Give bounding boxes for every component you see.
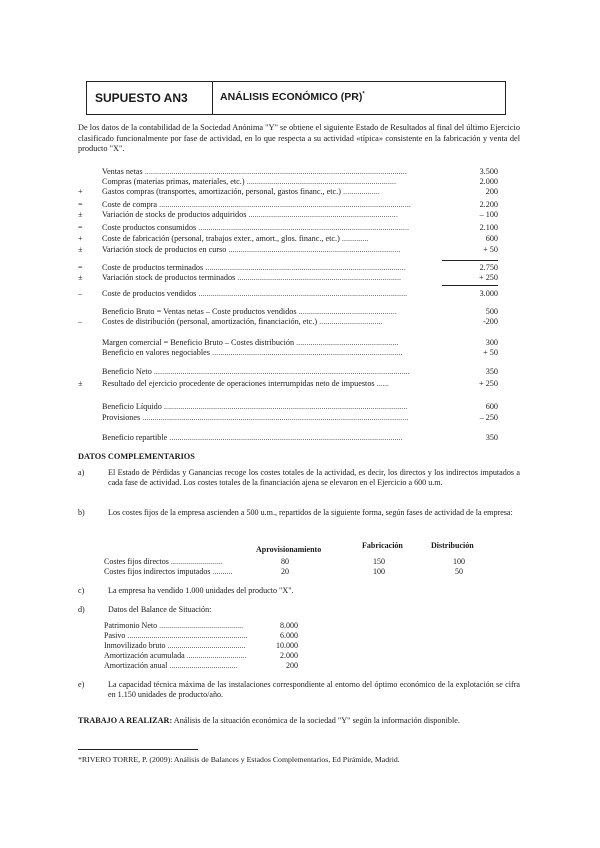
income-row (78, 348, 498, 358)
header-distribucion: Distribución (431, 541, 474, 550)
balance-value: 10.000 (276, 641, 298, 650)
row-operator: = (78, 200, 83, 209)
item-c: c) La empresa ha vendido 1.000 unidades del producto "X". (78, 586, 294, 595)
row-operator: = (78, 223, 83, 232)
row-operator: ± (78, 379, 83, 388)
income-row (78, 338, 498, 348)
row-operator: – (78, 289, 83, 298)
item-b: b) Los costes fijos de la empresa ascienden a 500 u.m., repartidos de la siguiente forma, según fases de actividad de la empresa: (78, 508, 513, 517)
row-label: Gastos compras (transportes, amortización, personal, gastos financ., etc.) .................. (102, 187, 380, 196)
row-label: Beneficio en valores negociables ............................................................................................. (102, 348, 403, 357)
rule-after-en-curso (442, 260, 498, 261)
row-value: 500 (485, 307, 498, 316)
row-operator: = (78, 263, 83, 272)
row-value: 350 (485, 433, 498, 442)
income-row (78, 234, 498, 244)
row-value: 2.750 (479, 263, 498, 272)
income-row (78, 379, 498, 389)
income-row (78, 413, 498, 423)
header-box (86, 81, 506, 115)
row-label: Coste productos consumidos ....................................................................................................... (102, 223, 410, 232)
header-divider (212, 82, 213, 114)
row-value: 2.000 (479, 177, 498, 186)
row-value: 200 (485, 187, 498, 196)
row-operator: ± (78, 245, 83, 254)
footnote-rule (78, 749, 198, 750)
income-row (78, 223, 498, 233)
income-row (78, 245, 498, 255)
case-subtitle: ANÁLISIS ECONÓMICO (PR)* (220, 91, 365, 103)
item-a: a) El Estado de Pérdidas y Ganancias recoge los costes totales de la actividad, es decir, los directos y los indirectos imputados a cada fase de actividad. Los costes totales de la financiación ajena se elevaron en el Ejercicio a 600 u.m. (78, 468, 520, 487)
row-value: + 50 (483, 348, 498, 357)
income-row (78, 317, 498, 327)
row-operator: + (78, 187, 83, 196)
row-label: Coste de compra ........................................................................................................................... (102, 200, 411, 209)
fixed-direct-dist: 100 (453, 557, 465, 566)
income-row (78, 177, 498, 187)
row-label: Resultado del ejercicio procedente de operaciones interrumpidas neto de impuestos ...... (102, 379, 389, 388)
income-row (78, 433, 498, 443)
case-title: SUPUESTO AN3 (95, 91, 188, 105)
intro-paragraph: De los datos de la contabilidad de la Sociedad Anónima "Y" se obtiene el siguiente Estado de Resultados al final del último Ejercicio clasificado funcionalmente por fase de actividad, en lo que respecta a su actividad «típica» consistente en la fabricación y venta del producto "X". (78, 123, 520, 153)
fixed-direct-label: Costes fijos directos .......................... (104, 557, 223, 566)
fixed-indirect-fab: 100 (373, 567, 385, 576)
row-value: 3.500 (479, 167, 498, 176)
row-value: 350 (485, 367, 498, 376)
row-value: 2.200 (479, 200, 498, 209)
row-value: 300 (485, 338, 498, 347)
row-label: Beneficio Líquido ....................................................................................................................... (102, 402, 408, 411)
row-label: Provisiones .................................................................................................................................. (102, 413, 409, 422)
income-row (78, 273, 498, 283)
balance-label: Amortización anual .................................. (104, 661, 238, 670)
row-operator: – (78, 317, 83, 326)
income-row (78, 263, 498, 273)
row-value: – 100 (479, 210, 498, 219)
income-row (78, 187, 498, 197)
row-label: Variación stock de productos terminados ................................................................................ (102, 273, 402, 282)
income-row (78, 307, 498, 317)
row-label: Variación de stocks de productos adquiridos ......................................................................... (102, 210, 398, 219)
row-label: Coste de productos terminados .................................................................................................. (102, 263, 406, 272)
balance-value: 200 (286, 661, 298, 670)
income-row (78, 210, 498, 220)
row-label: Beneficio repartible .................................................................................................................. (102, 433, 403, 442)
row-value: 600 (485, 234, 498, 243)
footnote: *RIVERO TORRE, P. (2009): Análisis de Balances y Estados Complementarios, Ed Pirámide, Madrid. (78, 755, 400, 764)
fixed-direct-aprov: 80 (281, 557, 289, 566)
balance-value: 6.000 (280, 631, 298, 640)
row-label: Ventas netas ................................................................................................................................ (102, 167, 407, 176)
row-label: Variación stock de productos en curso .................................................................................... (102, 245, 401, 254)
balance-label: Amortización acumulada .............................. (104, 651, 247, 660)
row-label: Costes de distribución (personal, amortización, financiación, etc.) ............................... (102, 317, 383, 326)
balance-value: 2.000 (280, 651, 298, 660)
income-row (78, 402, 498, 412)
row-value: – 250 (479, 413, 498, 422)
row-label: Margen comercial = Beneficio Bruto – Costes distribución .................................................. (102, 338, 399, 347)
row-operator: ± (78, 210, 83, 219)
complementary-title: DATOS COMPLEMENTARIOS (78, 452, 195, 461)
income-row (78, 289, 498, 299)
row-operator: ± (78, 273, 83, 282)
balance-label: Patrimonio Neto .......................................... (104, 621, 244, 630)
header-aprovisionamiento: Aprovisionamiento (256, 545, 322, 554)
fixed-indirect-aprov: 20 (281, 567, 289, 576)
row-label: Beneficio Bruto = Ventas netas – Coste productos vendidos ................................................ (102, 307, 397, 316)
income-row (78, 367, 498, 377)
row-value: + 250 (479, 273, 498, 282)
fixed-indirect-label: Costes fijos indirectos imputados .......... (104, 567, 233, 576)
fixed-direct-fab: 150 (373, 557, 385, 566)
rule-after-terminados (442, 285, 498, 286)
balance-label: Pasivo ............................................................ (104, 631, 248, 640)
income-row (78, 200, 498, 210)
row-value: + 50 (483, 245, 498, 254)
row-value: 600 (485, 402, 498, 411)
row-label: Beneficio Neto ............................................................................................................................. (102, 367, 410, 376)
header-fabricacion: Fabricación (362, 541, 403, 550)
row-value: + 250 (479, 379, 498, 388)
fixed-indirect-dist: 50 (455, 567, 463, 576)
row-value: -200 (482, 317, 498, 326)
row-label: Coste de fabricación (personal, trabajos exter., amort., glos. financ., etc.) ............. (102, 234, 369, 243)
balance-value: 8.000 (280, 621, 298, 630)
row-value: 2.100 (479, 223, 498, 232)
row-value: 3.000 (479, 289, 498, 298)
row-label: Coste de productos vendidos ...................................................................................................... (102, 289, 408, 298)
item-e: e) La capacidad técnica máxima de las instalaciones correspondiente al entorno del óptimo económico de la explotación se cifra en 1.150 unidades de producto/año. (78, 680, 520, 699)
income-row (78, 167, 498, 177)
balance-label: Inmovilizado bruto ....................................... (104, 641, 246, 650)
item-d: d) Datos del Balance de Situación: (78, 605, 212, 614)
row-label: Compras (materias primas, materiales, etc.) ......................................................................... (102, 177, 397, 186)
task-statement: TRABAJO A REALIZAR: Análisis de la situación económica de la sociedad "Y" según la información disponible. (78, 716, 460, 725)
row-operator: + (78, 234, 83, 243)
